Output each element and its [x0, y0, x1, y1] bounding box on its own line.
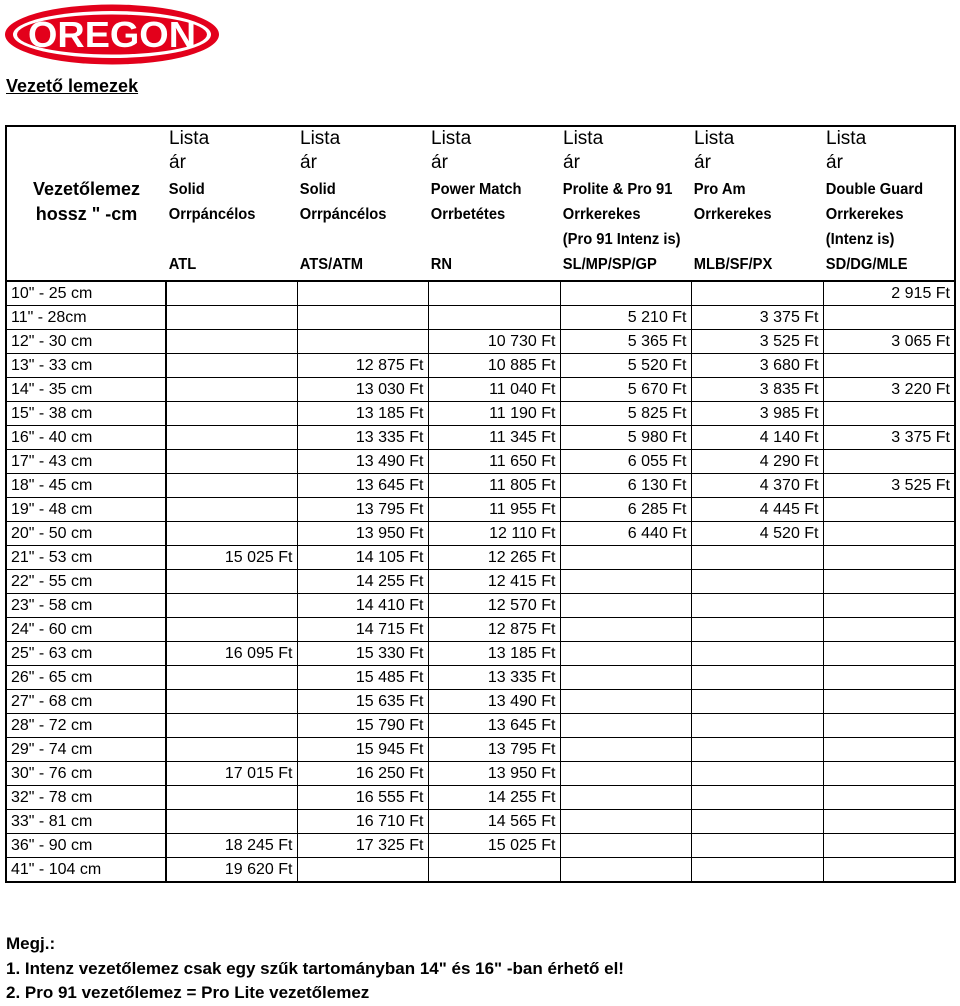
price-cell: [166, 378, 297, 402]
price-cell: [823, 834, 955, 858]
price-cell: [823, 450, 955, 474]
price-cell: 4 445 Ft: [691, 498, 823, 522]
price-cell: 13 490 Ft: [428, 690, 560, 714]
price-cell: 18 245 Ft: [166, 834, 297, 858]
price-cell: [166, 666, 297, 690]
price-cell: [166, 402, 297, 426]
header-product-note: [428, 227, 549, 252]
price-cell: 15 485 Ft: [297, 666, 428, 690]
price-cell: [691, 738, 823, 762]
price-cell: [823, 306, 955, 330]
price-cell: [691, 858, 823, 883]
price-cell: 13 185 Ft: [297, 402, 428, 426]
price-cell: 12 110 Ft: [428, 522, 560, 546]
price-cell: 13 645 Ft: [297, 474, 428, 498]
header-ar: ár: [694, 152, 711, 173]
price-cell: [560, 570, 691, 594]
header-product-code: ATS/ATM: [297, 252, 418, 281]
price-cell: [691, 810, 823, 834]
price-cell: [560, 642, 691, 666]
price-cell: [166, 594, 297, 618]
price-cell: 6 130 Ft: [560, 474, 691, 498]
header-product-name: Prolite & Pro 91: [562, 181, 673, 198]
price-cell: 14 255 Ft: [428, 786, 560, 810]
price-cell: 11 190 Ft: [428, 402, 560, 426]
price-cell: 4 140 Ft: [691, 426, 823, 450]
price-cell: 11 345 Ft: [428, 426, 560, 450]
table-row: [6, 666, 955, 690]
price-cell: [691, 714, 823, 738]
price-cell: 12 415 Ft: [428, 570, 560, 594]
table-row: [6, 786, 955, 810]
price-cell: [823, 810, 955, 834]
row-length: 28" - 72 cm: [6, 714, 166, 738]
price-cell: [166, 690, 297, 714]
price-cell: 13 490 Ft: [297, 450, 428, 474]
price-cell: [166, 738, 297, 762]
row-length: 17" - 43 cm: [6, 450, 166, 474]
price-cell: 3 985 Ft: [691, 402, 823, 426]
header-ar: ár: [431, 152, 448, 173]
table-row: [6, 450, 955, 474]
price-cell: [560, 281, 691, 306]
price-cell: [560, 834, 691, 858]
header-length-label: Vezetőlemez: [6, 177, 166, 202]
price-cell: 14 715 Ft: [297, 618, 428, 642]
row-length: 14" - 35 cm: [6, 378, 166, 402]
table-row: [6, 762, 955, 786]
price-cell: [691, 281, 823, 306]
price-cell: 3 375 Ft: [691, 306, 823, 330]
header-lista: Lista: [560, 126, 691, 151]
row-length: 25" - 63 cm: [6, 642, 166, 666]
price-cell: [823, 786, 955, 810]
header-lista: Lista: [166, 126, 297, 151]
table-row: [6, 498, 955, 522]
price-cell: 3 065 Ft: [823, 330, 955, 354]
price-cell: [560, 690, 691, 714]
price-cell: [823, 690, 955, 714]
table-row: [6, 426, 955, 450]
table-body: [6, 281, 955, 882]
price-cell: [823, 498, 955, 522]
row-length: 11" - 28cm: [6, 306, 166, 330]
price-cell: [823, 522, 955, 546]
table-row: [6, 642, 955, 666]
price-cell: [560, 594, 691, 618]
header-product-note: [297, 227, 418, 252]
price-cell: [823, 762, 955, 786]
table-row: [6, 714, 955, 738]
price-cell: 13 335 Ft: [297, 426, 428, 450]
price-cell: [823, 738, 955, 762]
price-cell: 5 825 Ft: [560, 402, 691, 426]
table-row: [6, 281, 955, 306]
price-cell: 16 710 Ft: [297, 810, 428, 834]
table-row: [6, 402, 955, 426]
price-cell: 14 410 Ft: [297, 594, 428, 618]
header-product-note: (Intenz is): [823, 227, 944, 252]
price-cell: [166, 570, 297, 594]
table-row: [6, 378, 955, 402]
price-cell: [691, 546, 823, 570]
logo-text: OREGON: [28, 14, 196, 55]
price-cell: 15 945 Ft: [297, 738, 428, 762]
price-cell: 2 915 Ft: [823, 281, 955, 306]
price-cell: [691, 666, 823, 690]
price-cell: [166, 522, 297, 546]
row-length: 18" - 45 cm: [6, 474, 166, 498]
notes: [6, 932, 624, 1006]
price-cell: [691, 618, 823, 642]
price-cell: [297, 306, 428, 330]
price-cell: [297, 330, 428, 354]
table-row: [6, 330, 955, 354]
price-cell: 13 645 Ft: [428, 714, 560, 738]
header-product-code: SL/MP/SP/GP: [560, 252, 681, 281]
header-lista: Lista: [297, 126, 428, 151]
price-cell: 6 055 Ft: [560, 450, 691, 474]
price-cell: [166, 498, 297, 522]
price-cell: 13 950 Ft: [428, 762, 560, 786]
price-cell: 3 680 Ft: [691, 354, 823, 378]
price-cell: [166, 330, 297, 354]
price-cell: 12 875 Ft: [297, 354, 428, 378]
price-cell: 13 795 Ft: [297, 498, 428, 522]
header-product-name: Double Guard: [823, 177, 944, 202]
price-cell: [166, 306, 297, 330]
price-cell: 13 335 Ft: [428, 666, 560, 690]
price-cell: 17 015 Ft: [166, 762, 297, 786]
table-row: [6, 474, 955, 498]
row-length: 36" - 90 cm: [6, 834, 166, 858]
price-cell: 15 790 Ft: [297, 714, 428, 738]
price-cell: 15 025 Ft: [166, 546, 297, 570]
price-cell: 13 185 Ft: [428, 642, 560, 666]
price-cell: 3 525 Ft: [823, 474, 955, 498]
table-row: [6, 570, 955, 594]
table-row: [6, 546, 955, 570]
price-cell: [823, 714, 955, 738]
row-length: 26" - 65 cm: [6, 666, 166, 690]
header-product-code: ATL: [166, 252, 287, 281]
header-product-type: Orrkerekes: [823, 202, 944, 227]
price-cell: [560, 858, 691, 883]
price-cell: 5 520 Ft: [560, 354, 691, 378]
price-cell: [297, 281, 428, 306]
price-cell: [560, 546, 691, 570]
price-cell: [823, 642, 955, 666]
header-product-type: Orrpáncélos: [299, 206, 387, 223]
price-cell: [691, 570, 823, 594]
price-cell: 10 885 Ft: [428, 354, 560, 378]
header-product-code: RN: [428, 252, 549, 281]
table-row: [6, 594, 955, 618]
price-cell: 14 105 Ft: [297, 546, 428, 570]
header-product-note: (Pro 91 Intenz is): [562, 231, 681, 248]
price-cell: 10 730 Ft: [428, 330, 560, 354]
price-cell: [428, 306, 560, 330]
price-cell: 15 635 Ft: [297, 690, 428, 714]
header-product-note: [691, 227, 812, 252]
row-length: 33" - 81 cm: [6, 810, 166, 834]
row-length: 19" - 48 cm: [6, 498, 166, 522]
header-ar: ár: [169, 152, 186, 173]
price-cell: [166, 426, 297, 450]
table-row: [6, 618, 955, 642]
price-cell: [560, 666, 691, 690]
price-cell: [297, 858, 428, 883]
price-cell: [823, 594, 955, 618]
price-cell: 13 030 Ft: [297, 378, 428, 402]
notes-heading: Megj.:: [6, 934, 56, 953]
header-product-type: Orrpáncélos: [168, 206, 256, 223]
table-row: [6, 810, 955, 834]
price-cell: 14 255 Ft: [297, 570, 428, 594]
price-cell: 6 285 Ft: [560, 498, 691, 522]
price-cell: [823, 402, 955, 426]
table-row: [6, 306, 955, 330]
header-product-code: MLB/SF/PX: [691, 252, 812, 281]
row-length: 10" - 25 cm: [6, 281, 166, 306]
price-cell: 5 980 Ft: [560, 426, 691, 450]
row-length: 12" - 30 cm: [6, 330, 166, 354]
price-cell: 3 525 Ft: [691, 330, 823, 354]
price-cell: 16 095 Ft: [166, 642, 297, 666]
table-row: [6, 522, 955, 546]
price-cell: 4 290 Ft: [691, 450, 823, 474]
price-cell: [166, 474, 297, 498]
price-cell: [166, 810, 297, 834]
row-length: 29" - 74 cm: [6, 738, 166, 762]
price-cell: 6 440 Ft: [560, 522, 691, 546]
price-cell: 11 955 Ft: [428, 498, 560, 522]
price-cell: 19 620 Ft: [166, 858, 297, 883]
price-cell: 16 555 Ft: [297, 786, 428, 810]
oregon-logo: [3, 3, 221, 66]
table-row: [6, 354, 955, 378]
price-cell: 13 795 Ft: [428, 738, 560, 762]
price-cell: [560, 714, 691, 738]
price-cell: [823, 570, 955, 594]
price-cell: 11 650 Ft: [428, 450, 560, 474]
header-product-name: Solid: [168, 181, 205, 198]
price-cell: [166, 450, 297, 474]
header-lista: Lista: [691, 126, 823, 151]
price-cell: 15 025 Ft: [428, 834, 560, 858]
header-product-type: Orrkerekes: [693, 206, 772, 223]
price-cell: [166, 786, 297, 810]
table-row: [6, 690, 955, 714]
row-length: 27" - 68 cm: [6, 690, 166, 714]
price-cell: [823, 666, 955, 690]
table-row: [6, 858, 955, 883]
price-cell: 5 210 Ft: [560, 306, 691, 330]
price-cell: 12 875 Ft: [428, 618, 560, 642]
price-cell: [166, 618, 297, 642]
price-cell: [560, 786, 691, 810]
price-cell: [691, 642, 823, 666]
row-length: 30" - 76 cm: [6, 762, 166, 786]
price-cell: 4 370 Ft: [691, 474, 823, 498]
price-cell: [428, 858, 560, 883]
price-cell: 3 220 Ft: [823, 378, 955, 402]
price-cell: [560, 738, 691, 762]
price-cell: 14 565 Ft: [428, 810, 560, 834]
row-length: 32" - 78 cm: [6, 786, 166, 810]
price-cell: 12 265 Ft: [428, 546, 560, 570]
price-cell: [691, 834, 823, 858]
row-length: 20" - 50 cm: [6, 522, 166, 546]
price-cell: 11 805 Ft: [428, 474, 560, 498]
page-title: Vezető lemezek: [6, 76, 139, 96]
row-length: 16" - 40 cm: [6, 426, 166, 450]
price-cell: 5 365 Ft: [560, 330, 691, 354]
row-length: 23" - 58 cm: [6, 594, 166, 618]
price-cell: [560, 618, 691, 642]
price-cell: [166, 714, 297, 738]
price-cell: [823, 618, 955, 642]
price-cell: 16 250 Ft: [297, 762, 428, 786]
header-product-type: Orrbetétes: [430, 206, 506, 223]
price-cell: [691, 690, 823, 714]
price-cell: [823, 354, 955, 378]
price-cell: [560, 762, 691, 786]
price-cell: 4 520 Ft: [691, 522, 823, 546]
header-ar: ár: [563, 152, 580, 173]
price-cell: [691, 594, 823, 618]
price-cell: 3 375 Ft: [823, 426, 955, 450]
row-length: 24" - 60 cm: [6, 618, 166, 642]
header-product-name: Solid: [299, 181, 336, 198]
header-ar: ár: [300, 152, 317, 173]
price-cell: 13 950 Ft: [297, 522, 428, 546]
price-cell: 5 670 Ft: [560, 378, 691, 402]
table-row: [6, 738, 955, 762]
note-item: 1. Intenz vezetőlemez csak egy szűk tartományban 14" és 16" -ban érhető el!: [6, 958, 624, 978]
price-cell: [691, 786, 823, 810]
header-product-code: SD/DG/MLE: [823, 252, 944, 281]
price-cell: 15 330 Ft: [297, 642, 428, 666]
price-cell: 3 835 Ft: [691, 378, 823, 402]
price-cell: 12 570 Ft: [428, 594, 560, 618]
price-cell: [166, 281, 297, 306]
header-length-unit: hossz " -cm: [6, 202, 166, 227]
row-length: 21" - 53 cm: [6, 546, 166, 570]
row-length: 41" - 104 cm: [6, 858, 166, 883]
price-cell: 17 325 Ft: [297, 834, 428, 858]
price-cell: [823, 858, 955, 883]
header-product-note: [166, 227, 287, 252]
header-lista: Lista: [823, 126, 955, 151]
header-product-name: Power Match: [430, 181, 522, 198]
price-cell: 11 040 Ft: [428, 378, 560, 402]
note-item: 2. Pro 91 vezetőlemez = Pro Lite vezetőlemez: [6, 983, 370, 1002]
header-ar: ár: [823, 151, 955, 177]
row-length: 22" - 55 cm: [6, 570, 166, 594]
header-lista: Lista: [428, 126, 560, 151]
price-cell: [166, 354, 297, 378]
table-header: [6, 126, 955, 281]
price-cell: [823, 546, 955, 570]
price-cell: [428, 281, 560, 306]
row-length: 13" - 33 cm: [6, 354, 166, 378]
price-table: [5, 125, 956, 883]
price-cell: [560, 810, 691, 834]
price-cell: [691, 762, 823, 786]
row-length: 15" - 38 cm: [6, 402, 166, 426]
table-row: [6, 834, 955, 858]
header-product-type: Orrkerekes: [562, 206, 641, 223]
header-product-name: Pro Am: [693, 181, 746, 198]
